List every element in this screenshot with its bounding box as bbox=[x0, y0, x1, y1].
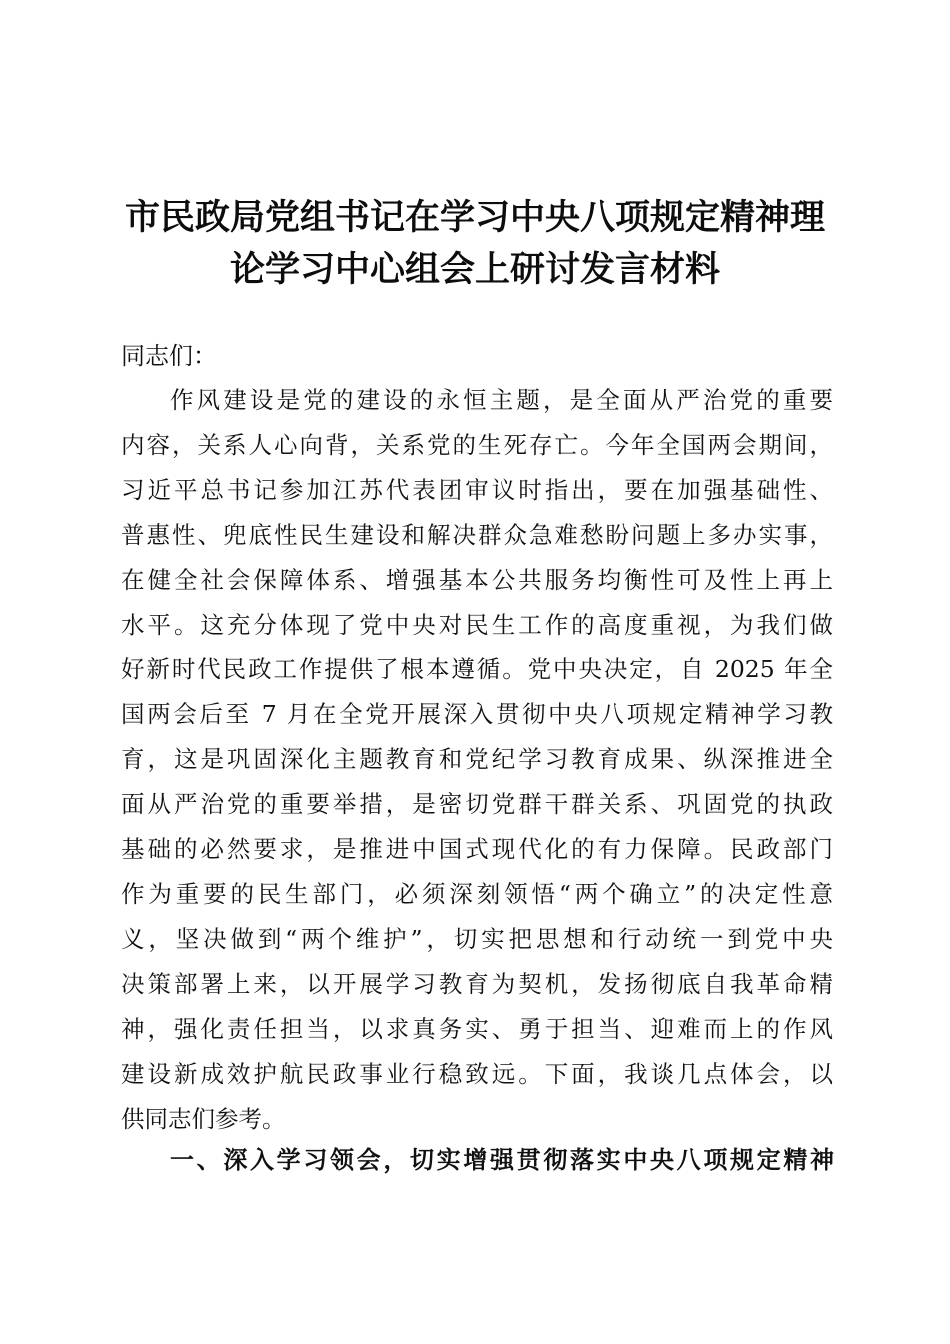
body-paragraph bbox=[121, 378, 833, 1141]
title-line-1: 市民政局党组书记在学习中央八项规定精神理 bbox=[124, 197, 825, 238]
salutation: 同志们： bbox=[121, 342, 217, 370]
paragraph-line: 水平。这充分体现了党中央对民生工作的高度重视，为我们做 bbox=[121, 610, 833, 639]
paragraph-line: 义，坚决做到“两个维护”，切实把思想和行动统一到党中央 bbox=[121, 924, 833, 953]
paragraph-line: 国两会后至 7 月在全党开展深入贯彻中央八项规定精神学习教 bbox=[121, 700, 833, 729]
paragraph-line: 育，这是巩固深化主题教育和党纪学习教育成果、纵深推进全 bbox=[121, 745, 833, 774]
paragraph-line: 普惠性、兜底性民生建设和解决群众急难愁盼问题上多办实事， bbox=[121, 520, 833, 549]
paragraph-line: 在健全社会保障体系、增强基本公共服务均衡性可及性上再上 bbox=[121, 565, 833, 594]
title-line-2: 论学习中心组会上研讨发言材料 bbox=[229, 249, 720, 290]
paragraph-line: 神，强化责任担当，以求真务实、勇于担当、迎难而上的作风 bbox=[121, 1014, 833, 1043]
document-title bbox=[110, 192, 840, 296]
paragraph-line: 基础的必然要求，是推进中国式现代化的有力保障。民政部门 bbox=[121, 835, 833, 864]
paragraph-line: 面从严治党的重要举措，是密切党群干群关系、巩固党的执政 bbox=[121, 790, 833, 819]
paragraph-line: 供同志们参考。 bbox=[121, 1104, 286, 1133]
paragraph-line: 习近平总书记参加江苏代表团审议时指出，要在加强基础性、 bbox=[121, 475, 833, 504]
paragraph-line: 内容，关系人心向背，关系党的生死存亡。今年全国两会期间， bbox=[121, 430, 833, 459]
paragraph-line: 决策部署上来，以开展学习教育为契机，发扬彻底自我革命精 bbox=[121, 969, 833, 998]
paragraph-line: 作风建设是党的建设的永恒主题，是全面从严治党的重要 bbox=[170, 386, 833, 414]
paragraph-line: 建设新成效护航民政事业行稳致远。下面，我谈几点体会，以 bbox=[121, 1059, 833, 1088]
paragraph-line: 好新时代民政工作提供了根本遵循。党中央决定，自 2025 年全 bbox=[121, 655, 833, 684]
paragraph-line: 作为重要的民生部门，必须深刻领悟“两个确立”的决定性意 bbox=[121, 879, 833, 908]
section-heading: 一、深入学习领会，切实增强贯彻落实中央八项规定精神 bbox=[170, 1146, 834, 1174]
